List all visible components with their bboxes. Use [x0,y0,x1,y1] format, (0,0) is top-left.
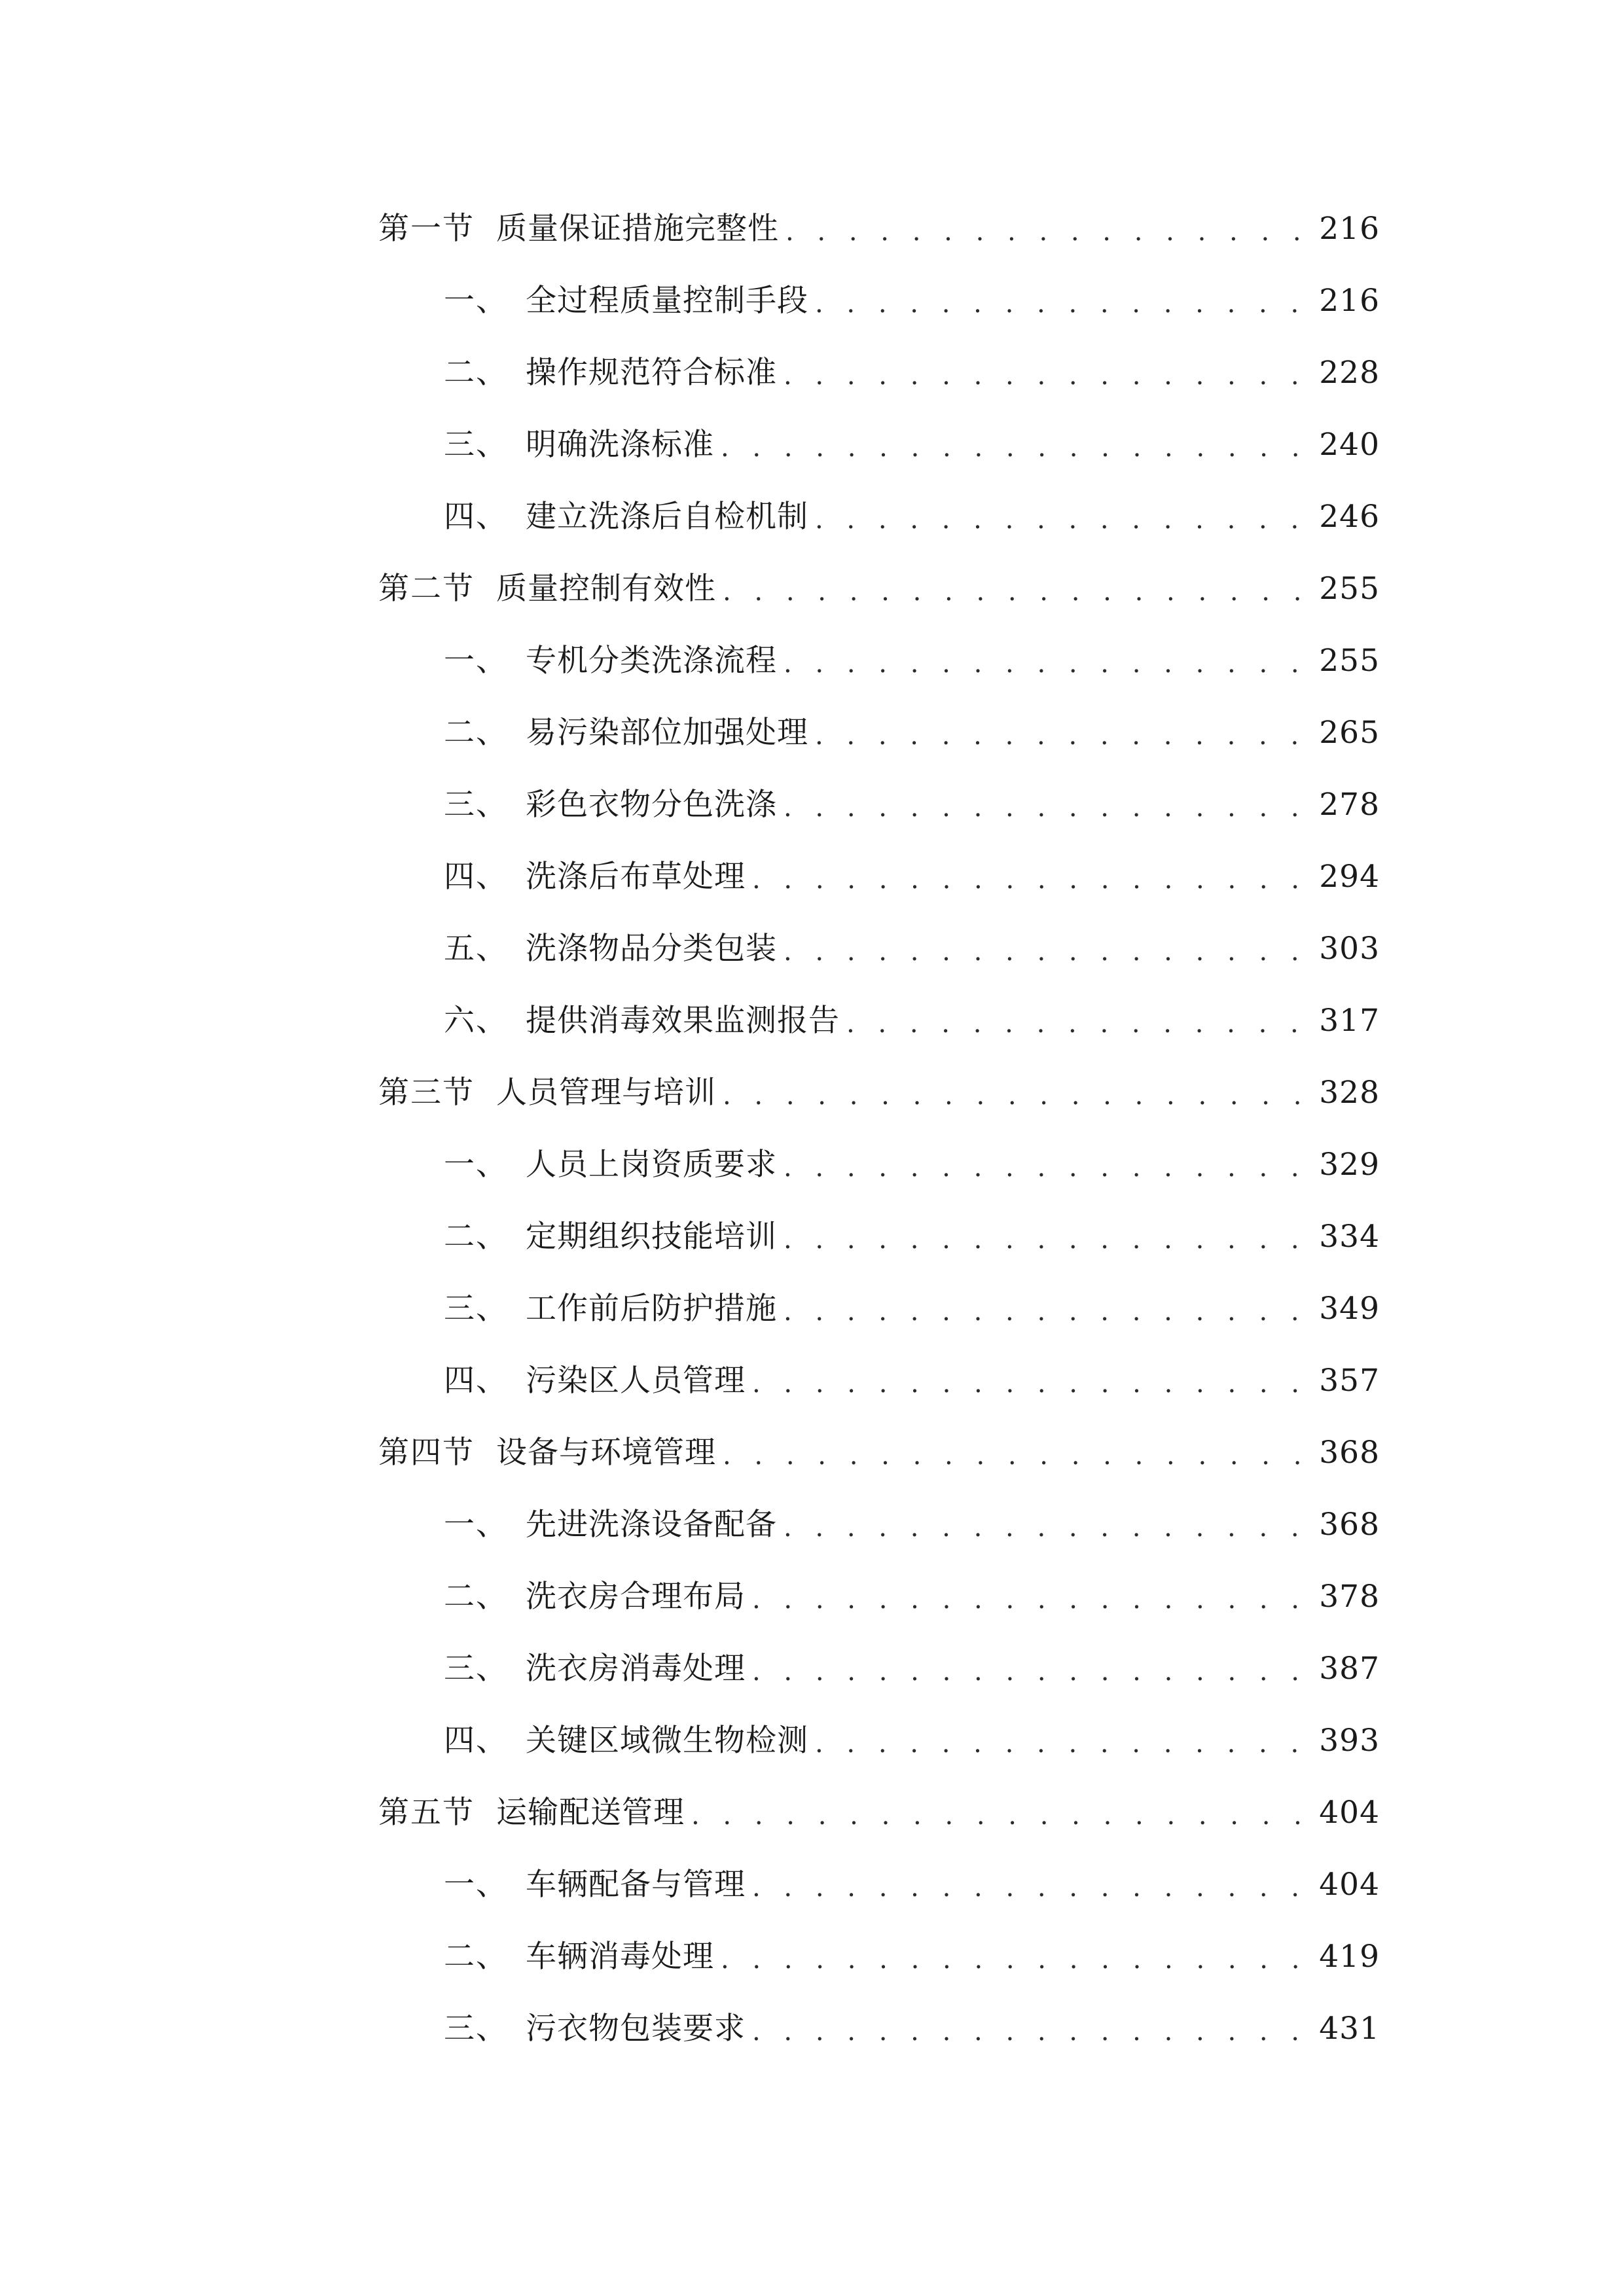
toc-subsection-3-2[interactable] [378,1201,1380,1273]
toc-entry-title: 先进洗涤设备配备 [526,1507,777,1543]
toc-entry-page: 216 [1319,211,1380,247]
dot-leader [723,567,1308,611]
dot-leader [784,639,1308,683]
toc-entry-page: 431 [1319,2011,1380,2047]
toc-subsection-5-2[interactable] [378,1921,1380,1993]
toc-subsection-1-3[interactable] [378,409,1380,481]
dot-leader [691,1791,1308,1835]
dot-leader [784,927,1308,971]
toc-entry-title: 质量保证措施完整性 [496,211,779,247]
toc-subsection-2-5[interactable] [378,913,1380,985]
dot-leader [784,1287,1308,1331]
toc-subsection-4-3[interactable] [378,1633,1380,1705]
toc-section-1[interactable] [378,193,1380,265]
toc-entry-title: 操作规范符合标准 [526,355,777,391]
toc-section-4[interactable] [378,1417,1380,1489]
toc-entry-number: 四、 [444,859,508,895]
toc-entry-page: 228 [1319,355,1380,391]
table-of-contents [378,193,1380,2065]
toc-entry-number: 四、 [444,1363,508,1399]
dot-leader [784,1503,1308,1547]
toc-entry-page: 255 [1319,571,1380,607]
dot-leader [785,207,1308,251]
toc-entry-number: 一、 [444,1147,508,1183]
toc-entry-number: 三、 [444,1651,508,1687]
toc-entry-number: 三、 [444,2011,508,2047]
dot-leader [752,1863,1308,1907]
dot-leader [721,423,1308,467]
toc-entry-page: 387 [1319,1651,1380,1687]
toc-section-2[interactable] [378,553,1380,625]
toc-entry-page: 240 [1319,427,1380,463]
toc-subsection-3-3[interactable] [378,1273,1380,1345]
toc-entry-title: 洗涤物品分类包装 [526,931,777,967]
dot-leader [784,1215,1308,1259]
toc-entry-title: 洗衣房消毒处理 [526,1651,746,1687]
dot-leader [784,351,1308,395]
toc-subsection-4-4[interactable] [378,1705,1380,1777]
toc-entry-title: 车辆配备与管理 [526,1867,746,1903]
toc-entry-number: 二、 [444,1939,508,1975]
dot-leader [815,1719,1308,1763]
toc-entry-title: 定期组织技能培训 [526,1219,777,1255]
toc-entry-number: 二、 [444,715,508,751]
toc-entry-number: 四、 [444,499,508,535]
toc-entry-number: 三、 [444,1291,508,1327]
toc-subsection-2-6[interactable] [378,985,1380,1057]
toc-entry-page: 255 [1319,643,1380,679]
toc-entry-number: 三、 [444,427,508,463]
toc-entry-title: 提供消毒效果监测报告 [526,1003,840,1039]
toc-entry-title: 人员上岗资质要求 [526,1147,777,1183]
dot-leader [752,1359,1308,1403]
toc-subsection-3-1[interactable] [378,1129,1380,1201]
toc-subsection-3-4[interactable] [378,1345,1380,1417]
toc-entry-page: 404 [1319,1795,1380,1831]
toc-entry-title: 运输配送管理 [496,1795,685,1831]
toc-entry-page: 357 [1319,1363,1380,1399]
dot-leader [846,999,1308,1043]
toc-entry-title: 专机分类洗涤流程 [526,643,777,679]
dot-leader [815,711,1308,755]
toc-subsection-5-1[interactable] [378,1849,1380,1921]
toc-subsection-5-3[interactable] [378,1993,1380,2065]
toc-subsection-1-4[interactable] [378,481,1380,553]
toc-entry-page: 303 [1319,931,1380,967]
dot-leader [752,1575,1308,1619]
toc-subsection-2-1[interactable] [378,625,1380,697]
toc-entry-page: 329 [1319,1147,1380,1183]
toc-entry-number: 四、 [444,1723,508,1759]
toc-entry-number: 三、 [444,787,508,823]
toc-section-3[interactable] [378,1057,1380,1129]
dot-leader [752,2007,1308,2051]
toc-subsection-1-2[interactable] [378,337,1380,409]
toc-entry-page: 317 [1319,1003,1380,1039]
toc-entry-page: 368 [1319,1435,1380,1471]
toc-entry-title: 车辆消毒处理 [526,1939,714,1975]
dot-leader [815,495,1308,539]
toc-entry-page: 328 [1319,1075,1380,1111]
toc-entry-page: 278 [1319,787,1380,823]
dot-leader [752,1647,1308,1691]
toc-entry-number: 一、 [444,643,508,679]
dot-leader [723,1071,1308,1115]
toc-entry-title: 工作前后防护措施 [526,1291,777,1327]
toc-entry-number: 第五节 [378,1795,475,1831]
toc-subsection-4-1[interactable] [378,1489,1380,1561]
toc-subsection-1-1[interactable] [378,265,1380,337]
dot-leader [784,783,1308,827]
toc-section-5[interactable] [378,1777,1380,1849]
toc-entry-title: 彩色衣物分色洗涤 [526,787,777,823]
dot-leader [721,1935,1308,1979]
toc-entry-page: 246 [1319,499,1380,535]
toc-entry-page: 393 [1319,1723,1380,1759]
toc-entry-number: 五、 [444,931,508,967]
dot-leader [723,1431,1308,1475]
toc-entry-page: 378 [1319,1579,1380,1615]
toc-subsection-2-3[interactable] [378,769,1380,841]
toc-entry-number: 一、 [444,1507,508,1543]
toc-entry-number: 六、 [444,1003,508,1039]
toc-entry-page: 294 [1319,859,1380,895]
toc-entry-title: 关键区域微生物检测 [526,1723,808,1759]
toc-entry-number: 第一节 [378,211,475,247]
toc-subsection-4-2[interactable] [378,1561,1380,1633]
dot-leader [784,1143,1308,1187]
toc-entry-number: 二、 [444,1579,508,1615]
toc-entry-number: 第四节 [378,1435,475,1471]
toc-entry-page: 349 [1319,1291,1380,1327]
toc-entry-title: 设备与环境管理 [496,1435,716,1471]
toc-entry-title: 质量控制有效性 [496,571,716,607]
toc-entry-page: 216 [1319,283,1380,319]
toc-entry-title: 易污染部位加强处理 [526,715,808,751]
toc-entry-page: 404 [1319,1867,1380,1903]
dot-leader [815,279,1308,323]
toc-entry-page: 419 [1319,1939,1380,1975]
dot-leader [752,855,1308,899]
toc-entry-title: 明确洗涤标准 [526,427,714,463]
toc-entry-number: 二、 [444,1219,508,1255]
toc-entry-title: 污衣物包装要求 [526,2011,746,2047]
toc-entry-title: 污染区人员管理 [526,1363,746,1399]
toc-entry-title: 洗涤后布草处理 [526,859,746,895]
toc-subsection-2-2[interactable] [378,697,1380,769]
toc-entry-number: 二、 [444,355,508,391]
toc-entry-page: 334 [1319,1219,1380,1255]
toc-entry-page: 368 [1319,1507,1380,1543]
toc-entry-number: 第二节 [378,571,475,607]
toc-entry-number: 第三节 [378,1075,475,1111]
toc-entry-title: 洗衣房合理布局 [526,1579,746,1615]
toc-entry-title: 全过程质量控制手段 [526,283,808,319]
toc-subsection-2-4[interactable] [378,841,1380,913]
toc-entry-title: 人员管理与培训 [496,1075,716,1111]
toc-entry-number: 一、 [444,283,508,319]
toc-entry-page: 265 [1319,715,1380,751]
toc-entry-title: 建立洗涤后自检机制 [526,499,808,535]
toc-entry-number: 一、 [444,1867,508,1903]
